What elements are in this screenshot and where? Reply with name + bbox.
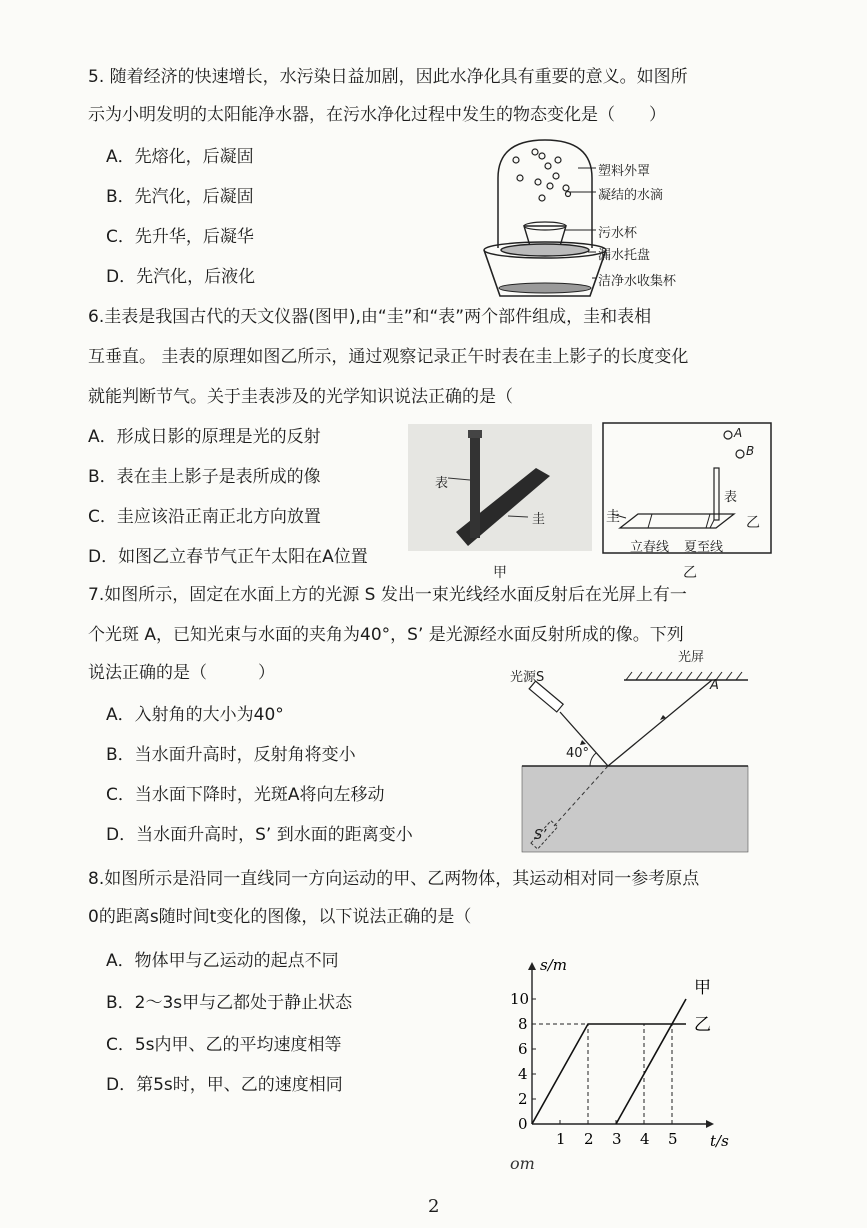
q5-stem-line2: 示为小明发明的太阳能净水器，在污水净化过程中发生的物态变化是（ ） bbox=[88, 105, 666, 125]
q8-option-c: C．5s内甲、乙的平均速度相等 bbox=[106, 1035, 342, 1055]
diagram-label-biao: 表 bbox=[724, 490, 738, 505]
q5-option-d: D．先汽化，后液化 bbox=[106, 267, 256, 287]
x-tick-label: 5 bbox=[668, 1130, 678, 1148]
reflection-label-a: A bbox=[710, 678, 719, 693]
x-axis-label: t/s bbox=[710, 1132, 729, 1150]
diagram-label-b: B bbox=[746, 444, 755, 458]
q6-option-d: D．如图乙立春节气正午太阳在A位置 bbox=[88, 547, 368, 567]
x-tick-label: 1 bbox=[556, 1130, 566, 1148]
q8-stem-line1: 8.如图所示是沿同一直线同一方向运动的甲、乙两物体，其运动相对同一参考原点 bbox=[88, 869, 700, 889]
q8-option-a: A．物体甲与乙运动的起点不同 bbox=[106, 951, 339, 971]
diagram-label-xiazhi: 夏至线 bbox=[684, 540, 724, 555]
reflection-label-image: S’ bbox=[534, 828, 547, 843]
x-tick-label: 2 bbox=[584, 1130, 594, 1148]
y-axis-label: s/m bbox=[540, 956, 567, 974]
q8-stem-line2: 0的距离s随时间t变化的图像，以下说法正确的是（ bbox=[88, 907, 472, 927]
st-chart bbox=[490, 950, 740, 1150]
reflection-label-source: 光源S bbox=[510, 670, 545, 685]
diagram-label-yi: 乙 bbox=[746, 515, 760, 531]
diagram-label-gui: 圭 bbox=[606, 509, 620, 525]
series-line bbox=[616, 999, 686, 1124]
y-tick-label: 0 bbox=[518, 1115, 528, 1133]
photo-label-gui: 圭 bbox=[532, 512, 546, 527]
q6-option-c: C．圭应该沿正南正北方向放置 bbox=[88, 507, 321, 527]
y-tick-label: 2 bbox=[518, 1090, 528, 1108]
q6-stem-line3: 就能判断节气。关于圭表涉及的光学知识说法正确的是（ bbox=[88, 387, 513, 407]
q7-option-b: B．当水面升高时，反射角将变小 bbox=[106, 745, 356, 765]
reflection-figure bbox=[520, 666, 750, 856]
gnomon-diagram bbox=[602, 422, 772, 554]
x-tick-label: 4 bbox=[640, 1130, 650, 1148]
q7-option-d: D．当水面升高时，S’ 到水面的距离变小 bbox=[106, 825, 413, 845]
photo-label-biao: 表 bbox=[435, 476, 449, 491]
series-label: 甲 bbox=[694, 978, 711, 998]
y-tick-label: 10 bbox=[510, 990, 530, 1008]
reflection-label-angle: 40° bbox=[566, 746, 590, 761]
x-tick-label: 3 bbox=[612, 1130, 622, 1148]
q6-stem-line1: 6.圭表是我国古代的天文仪器(图甲),由“圭”和“表”两个部件组成，圭和表相 bbox=[88, 307, 652, 327]
q7-option-c: C．当水面下降时，光斑A将向左移动 bbox=[106, 785, 385, 805]
y-tick-label: 8 bbox=[518, 1015, 528, 1033]
label-leak-tray: 漏水托盘 bbox=[598, 248, 651, 263]
page-number: 2 bbox=[428, 1196, 440, 1217]
diagram-label-lichun: 立春线 bbox=[630, 540, 670, 555]
q8-option-b: B．2～3s甲与乙都处于静止状态 bbox=[106, 993, 353, 1013]
q6-option-b: B．表在圭上影子是表所成的像 bbox=[88, 467, 321, 487]
q5-stem-line1: 5. 随着经济的快速增长，水污染日益加剧，因此水净化具有重要的意义。如图所 bbox=[88, 67, 688, 87]
label-plastic-cover: 塑料外罩 bbox=[598, 164, 651, 179]
label-condensed-drops: 凝结的水滴 bbox=[598, 188, 664, 203]
reflection-label-screen: 光屏 bbox=[678, 650, 705, 665]
diagram-label-a: A bbox=[734, 426, 743, 440]
q5-option-a: A．先熔化，后凝固 bbox=[106, 147, 254, 167]
figure-caption-jia: 甲 bbox=[493, 565, 507, 581]
q6-stem-line2: 互垂直。 圭表的原理如图乙所示，通过观察记录正午时表在圭上影子的长度变化 bbox=[88, 347, 689, 367]
y-axis-arrow bbox=[528, 962, 536, 970]
y-tick-label: 6 bbox=[518, 1040, 528, 1058]
q5-option-b: B．先汽化，后凝固 bbox=[106, 187, 254, 207]
series-label: 乙 bbox=[694, 1015, 711, 1035]
label-clean-cup: 洁净水收集杯 bbox=[598, 274, 677, 289]
label-dirty-cup: 污水杯 bbox=[598, 226, 638, 241]
q7-stem-line3: 说法正确的是（ ） bbox=[88, 663, 275, 683]
solar-purifier-figure bbox=[480, 138, 610, 308]
q7-option-a: A．入射角的大小为40° bbox=[106, 705, 284, 725]
handwritten-note: om bbox=[510, 1154, 535, 1173]
figure-caption-yi: 乙 bbox=[683, 565, 697, 581]
q6-option-a: A．形成日影的原理是光的反射 bbox=[88, 427, 321, 447]
q7-stem-line1: 7.如图所示，固定在水面上方的光源 S 发出一束光线经水面反射后在光屏上有一 bbox=[88, 585, 687, 605]
y-tick-label: 4 bbox=[518, 1065, 528, 1083]
q7-stem-line2: 个光斑 A，已知光束与水面的夹角为40°，S’ 是光源经水面反射所成的像。下列 bbox=[88, 625, 684, 645]
x-axis-arrow bbox=[706, 1120, 714, 1128]
q5-option-c: C．先升华，后凝华 bbox=[106, 227, 254, 247]
q8-option-d: D．第5s时，甲、乙的速度相同 bbox=[106, 1075, 343, 1095]
